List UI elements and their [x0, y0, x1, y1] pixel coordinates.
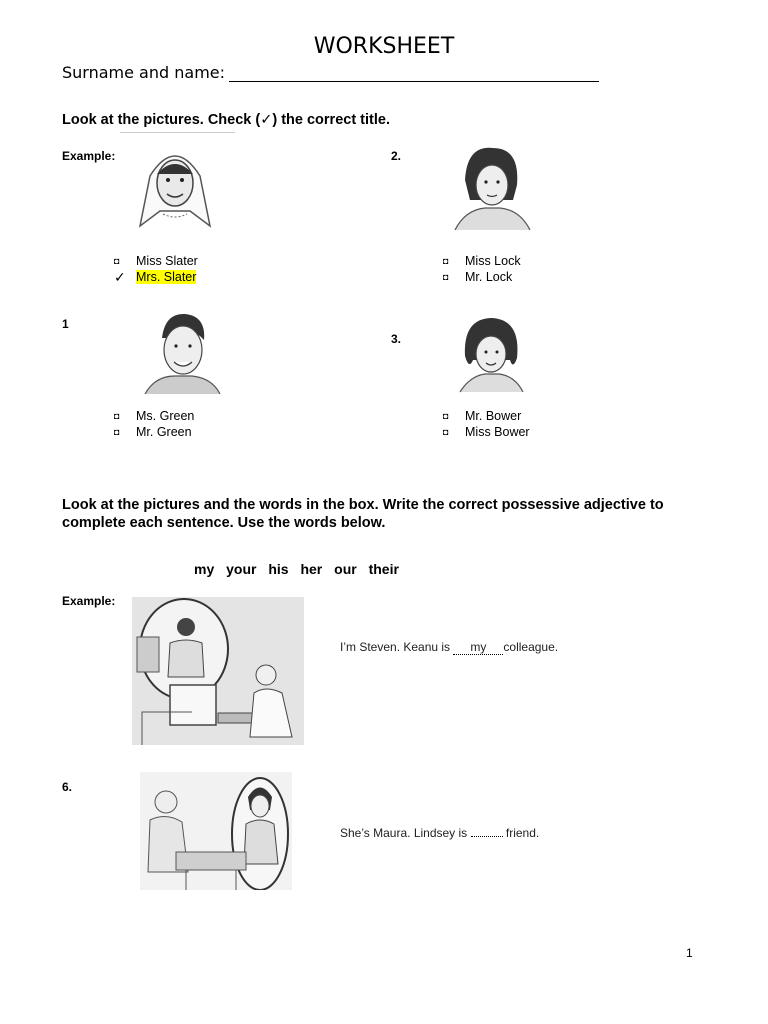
item2-options	[443, 253, 521, 285]
surname-label: Surname and name:	[62, 63, 226, 82]
example-label: Example:	[62, 149, 116, 163]
sentence-text: I’m Steven. Keanu is	[340, 640, 451, 654]
sentence-text: friend.	[505, 826, 540, 840]
option-ms-green[interactable]	[114, 408, 194, 424]
item1-label: 1	[62, 317, 69, 331]
checkbox-icon[interactable]: ◘	[114, 427, 120, 437]
bride-picture	[125, 136, 225, 236]
option-label: Miss Lock	[465, 254, 521, 268]
answer-blank[interactable]: my	[453, 640, 503, 655]
sentence-text: colleague.	[503, 640, 559, 654]
surname-line[interactable]	[229, 67, 599, 82]
option-mrs-slater[interactable]	[114, 269, 198, 285]
checkbox-icon[interactable]: ◘	[443, 411, 449, 421]
page-number: 1	[686, 946, 693, 960]
checkbox-icon[interactable]: ◘	[443, 272, 449, 282]
item1-options	[114, 408, 194, 440]
checkbox-icon[interactable]: ◘	[114, 256, 120, 266]
item2-label: 2.	[391, 149, 402, 163]
item6-sentence	[340, 826, 539, 840]
option-label: Mr. Bower	[465, 409, 522, 423]
man-picture	[140, 308, 222, 394]
checkbox-icon[interactable]: ◘	[443, 256, 449, 266]
checkmark-icon[interactable]: ✓	[114, 268, 126, 285]
answer-blank[interactable]	[471, 836, 503, 837]
item3-options	[443, 408, 530, 440]
cafe-picture	[140, 772, 292, 890]
girl-picture	[455, 314, 527, 394]
option-label: Mr. Green	[136, 425, 192, 439]
checkbox-icon[interactable]: ◘	[114, 411, 120, 421]
office-picture	[132, 597, 304, 745]
checkbox-icon[interactable]: ◘	[443, 427, 449, 437]
item6-label: 6.	[62, 780, 73, 794]
option-mr-green[interactable]	[114, 424, 194, 440]
option-label: Ms. Green	[136, 409, 195, 423]
example2-label: Example:	[62, 594, 116, 608]
word-bank: my your his her our their	[194, 561, 399, 577]
option-miss-bower[interactable]	[443, 424, 530, 440]
example-sentence	[340, 640, 558, 655]
divider	[120, 132, 235, 133]
section2-instruction	[62, 496, 664, 532]
option-miss-slater[interactable]	[114, 253, 198, 269]
example-options	[114, 253, 198, 285]
section2-instruction-line2: complete each sentence. Use the words below.	[62, 515, 386, 531]
surname-field[interactable]	[62, 63, 599, 82]
worksheet-title: WORKSHEET	[313, 34, 455, 59]
woman-picture	[445, 140, 535, 232]
option-label: Miss Bower	[465, 425, 530, 439]
section2-instruction-line1: Look at the pictures and the words in the box. Write the correct possessive adjective to	[62, 497, 664, 513]
option-mr-lock[interactable]	[443, 269, 521, 285]
option-label: Mr. Lock	[465, 270, 513, 284]
sentence-text: She’s Maura. Lindsey is	[340, 826, 468, 840]
option-miss-lock[interactable]	[443, 253, 521, 269]
section1-instruction: Look at the pictures. Check (✓) the correct title.	[62, 112, 390, 128]
item3-label: 3.	[391, 332, 402, 346]
option-label: Miss Slater	[136, 254, 198, 268]
option-label-highlighted: Mrs. Slater	[136, 270, 197, 284]
option-mr-bower[interactable]	[443, 408, 530, 424]
